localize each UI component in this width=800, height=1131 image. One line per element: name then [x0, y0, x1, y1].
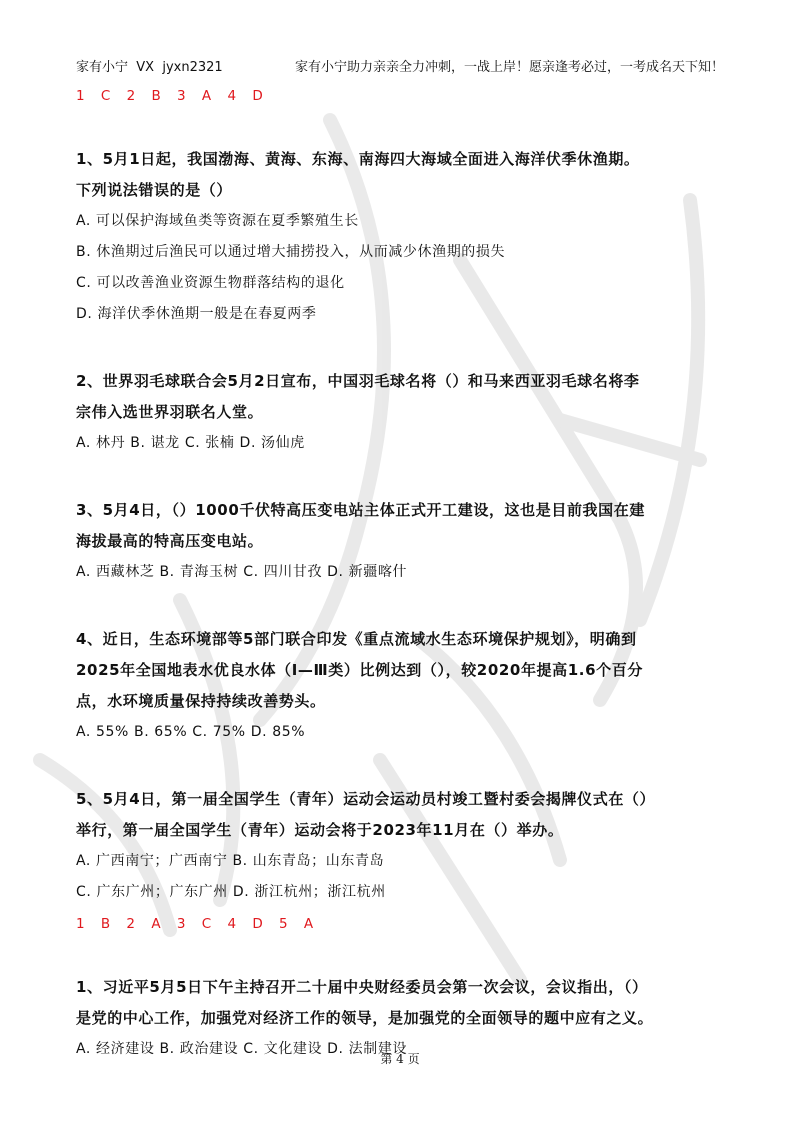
question-text: 举行，第一届全国学生（青年）运动会将于2023年11月在（）举办。 — [76, 821, 564, 839]
question-text: 2025年全国地表水优良水体（Ⅰ—Ⅲ类）比例达到（），较2020年提高1.6个百分 — [76, 661, 643, 679]
question-block — [76, 784, 736, 908]
question-text: 4、近日，生态环境部等5部门联合印发《重点流域水生态环境保护规划》，明确到 — [76, 630, 637, 648]
answer-options: C. 可以改善渔业资源生物群落结构的退化 — [76, 275, 345, 291]
question-section-1 — [76, 144, 736, 908]
question-block — [76, 144, 736, 330]
answer-key: 1 C 2 B 3 A 4 D — [76, 88, 269, 104]
answer-options: A. 可以保护海域鱼类等资源在夏季繁殖生长 — [76, 213, 359, 229]
question-text: 海拔最高的特高压变电站。 — [76, 532, 264, 550]
question-text: 3、5月4日，（）1000千伏特高压变电站主体正式开工建设，这也是目前我国在建 — [76, 501, 645, 519]
question-text: 1、习近平5月5日下午主持召开二十届中央财经委员会第一次会议，会议指出，（） — [76, 978, 648, 996]
answer-options: C. 广东广州；广东广州 D. 浙江杭州；浙江杭州 — [76, 884, 386, 900]
header-right-text: 家有小宁助力亲亲全力冲刺，一战上岸！愿亲逢考必过，一考成名天下知！ — [294, 60, 724, 75]
question-text: 点，水环境质量保持持续改善势头。 — [76, 692, 326, 710]
question-text: 2、世界羽毛球联合会5月2日宣布，中国羽毛球名将（）和马来西亚羽毛球名将李 — [76, 372, 640, 390]
answer-options: D. 海洋伏季休渔期一般是在春夏两季 — [76, 306, 317, 322]
header-left-text: 家有小宁 VX jyxn2321 — [76, 60, 223, 75]
question-text: 宗伟入选世界羽联名人堂。 — [76, 403, 264, 421]
page-number: 第 4 页 — [380, 1052, 420, 1066]
answer-options: B. 休渔期过后渔民可以通过增大捕捞投入，从而减少休渔期的损失 — [76, 244, 506, 260]
question-text: 是党的中心工作，加强党对经济工作的领导，是加强党的全面领导的题中应有之义。 — [76, 1009, 654, 1027]
answer-options: A. 经济建设 B. 政治建设 C. 文化建设 D. 法制建设 — [76, 1041, 408, 1057]
question-text: 下列说法错误的是（） — [76, 181, 233, 199]
answer-options: A. 55% B. 65% C. 75% D. 85% — [76, 724, 306, 740]
question-text: 1、5月1日起，我国渤海、黄海、东海、南海四大海域全面进入海洋伏季休渔期。 — [76, 150, 640, 168]
answer-options: A. 西藏林芝 B. 青海玉树 C. 四川甘孜 D. 新疆喀什 — [76, 564, 408, 580]
question-block — [76, 624, 736, 748]
answer-key-2: 1 B 2 A 3 C 4 D 5 A — [76, 916, 320, 932]
answer-options: A. 林丹 B. 谌龙 C. 张楠 D. 汤仙虎 — [76, 435, 305, 451]
page-content — [76, 84, 736, 1065]
question-block — [76, 366, 736, 459]
answer-options: A. 广西南宁；广西南宁 B. 山东青岛；山东青岛 — [76, 853, 385, 869]
question-block — [76, 495, 736, 588]
page-header — [76, 56, 724, 76]
question-text: 5、5月4日，第一届全国学生（青年）运动会运动员村竣工暨村委会揭牌仪式在（） — [76, 790, 656, 808]
